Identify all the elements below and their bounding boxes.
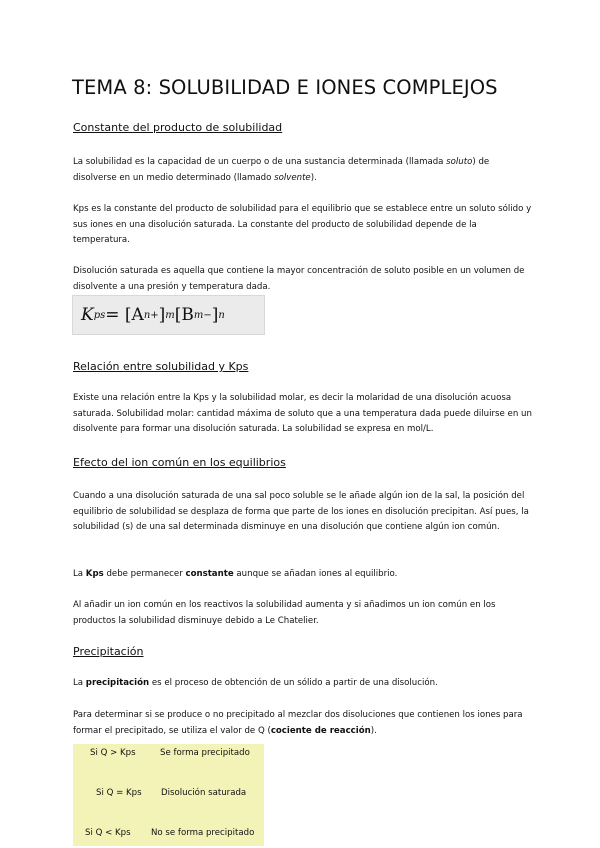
term-kps: Kps	[85, 569, 104, 579]
formula-k: K	[81, 305, 94, 325]
q-result: Se forma precipitado	[160, 748, 250, 758]
text-segment: aunque se añadan iones al equilibrio.	[233, 569, 398, 579]
q-result: No se forma precipitado	[151, 828, 255, 838]
q-condition: Si Q > Kps	[90, 748, 136, 758]
q-condition: Si Q < Kps	[85, 828, 131, 838]
heading-relacion-solubilidad-kps: Relación entre solubilidad y Kps	[73, 360, 249, 373]
paragraph-disolucion-saturada: Disolución saturada es aquella que contiene la mayor concentración de soluto posible en un volumen de disolvente a una presión y temperatura dada.	[73, 266, 525, 292]
text-segment: es el proceso de obtención de un sólido a partir de una disolución.	[149, 678, 438, 688]
paragraph-solubilidad-definicion	[73, 155, 533, 186]
term-solvente: solvente	[274, 172, 311, 183]
term-constante: constante	[185, 569, 234, 579]
text-segment: ) de disolverse en un medio determinado (llamado	[73, 157, 490, 183]
formula-bracket: ]	[158, 305, 166, 325]
paragraph-precipitacion-1	[73, 676, 533, 692]
paragraph-relacion: Existe una relación entre la Kps y la solubilidad molar, es decir la molaridad de una disolución acuosa saturada. Solubilidad molar: cantidad máxima de soluto que a una temperatura dada puede diluirse en un disolvente para formar una disolución saturada. La solubilidad se expresa en mol/L.	[73, 393, 532, 434]
kps-formula	[72, 295, 265, 335]
text-segment: La	[73, 569, 86, 579]
text-segment: ).	[370, 725, 377, 736]
text-segment: La solubilidad es la capacidad de un cuerpo o de una sustancia determinada (llamada	[73, 157, 447, 167]
term-cociente-reaccion: cociente de reacción	[270, 725, 371, 736]
q-condition: Si Q = Kps	[96, 788, 142, 798]
q-result: Disolución saturada	[161, 788, 247, 798]
text-segment: debe permanecer	[103, 569, 186, 579]
term-soluto: soluto	[446, 157, 473, 167]
formula-eq: = [A	[105, 305, 144, 325]
formula-sub-ps: ps	[93, 309, 106, 321]
paragraph-kps-definicion: Kps es la constante del producto de solubilidad para el equilibrio que se establece entre un soluto sólido y sus iones en una disolución saturada. La constante del producto de solubilidad depende de la temperatura.	[73, 204, 532, 245]
text-segment: Para determinar si se produce o no precipitado al mezclar dos disoluciones que contienen los iones para formar el precipitado, se utiliza el valor de Q (	[73, 710, 523, 736]
text-segment: ).	[310, 172, 317, 183]
heading-efecto-ion-comun: Efecto del ion común en los equilibrios	[73, 456, 286, 469]
paragraph-precipitacion-2	[73, 708, 533, 739]
formula-sup-n: n	[218, 309, 225, 321]
heading-constante-producto-solubilidad: Constante del producto de solubilidad	[73, 121, 283, 134]
term-precipitacion: precipitación	[85, 678, 150, 688]
formula-sup-n-plus: n+	[143, 309, 159, 321]
formula-sup-m-minus: m−	[193, 309, 212, 321]
q-comparison-table	[73, 744, 264, 846]
paragraph-ion-comun-3: Al añadir un ion común en los reactivos la solubilidad aumenta y si añadimos un ion común en los productos la solubilidad disminuye debido a Le Chatelier.	[73, 600, 496, 626]
heading-precipitacion: Precipitación	[73, 645, 144, 658]
paragraph-ion-comun-1: Cuando a una disolución saturada de una sal poco soluble se le añade algún ion de la sal, la posición del equilibrio de solubilidad se desplaza de forma que parte de los iones en disolución precipitan. Así pues, la solubilidad (s) de una sal determinada disminuye en una disolución que contiene algún ion común.	[73, 491, 529, 532]
formula-bracket-close: ]	[211, 305, 219, 325]
page-title: TEMA 8: SOLUBILIDAD E IONES COMPLEJOS	[72, 76, 498, 99]
formula-sup-m: m	[165, 309, 175, 321]
text-segment: La	[73, 678, 86, 688]
formula-b-open: [B	[174, 305, 194, 325]
paragraph-ion-comun-2	[73, 567, 533, 583]
